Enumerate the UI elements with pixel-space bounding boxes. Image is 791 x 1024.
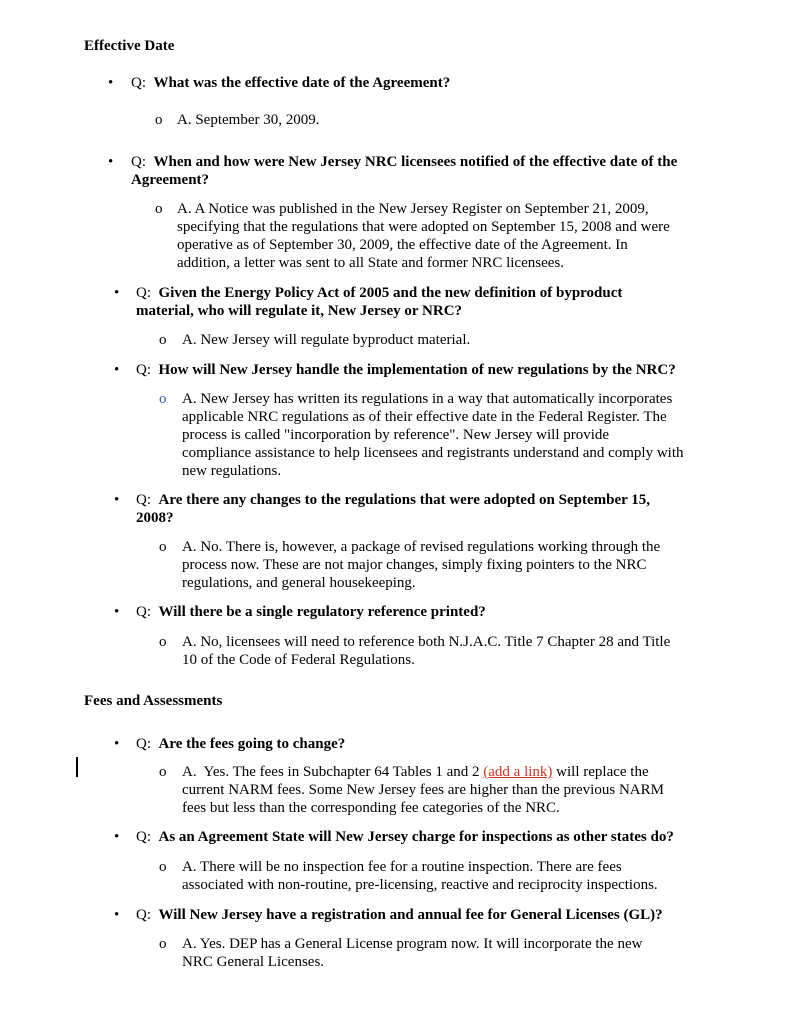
question-6 — [136, 603, 486, 621]
answer-7-line-2: current NARM fees. Some New Jersey fees are higher than the previous NARM — [182, 782, 664, 798]
question-9 — [136, 906, 663, 924]
q-prefix: Q: — [136, 285, 151, 301]
question-8 — [136, 828, 674, 846]
question-text: What was the effective date of the Agreement? — [153, 75, 451, 91]
answer-7-line-3: fees but less than the corresponding fee categories of the NRC. — [182, 800, 560, 816]
question-text: Are the fees going to change? — [158, 736, 346, 752]
bullet-icon: • — [114, 285, 120, 301]
circle-bullet-icon: o — [155, 201, 163, 217]
q-prefix: Q: — [136, 829, 151, 845]
bullet-icon: • — [114, 829, 120, 845]
bullet-icon: • — [114, 362, 120, 378]
bullet-icon: • — [114, 604, 120, 620]
circle-bullet-icon: o — [159, 764, 167, 780]
circle-bullet-icon: o — [159, 936, 167, 952]
circle-bullet-icon: o — [159, 859, 167, 875]
question-2-line-2: Agreement? — [131, 172, 210, 188]
answer-6-line-1: A. No, licensees will need to reference both N.J.A.C. Title 7 Chapter 28 and Title — [182, 634, 671, 650]
answer-5-line-3: regulations, and general housekeeping. — [182, 575, 416, 591]
revision-change-bar — [76, 757, 78, 777]
question-text: Will there be a single regulatory reference printed? — [158, 604, 486, 620]
answer-4-line-1: A. New Jersey has written its regulations in a way that automatically incorporates — [182, 391, 673, 407]
section-heading-fees-and-assessments: Fees and Assessments — [84, 693, 223, 709]
circle-bullet-icon: o — [159, 391, 167, 407]
answer-1: A. September 30, 2009. — [177, 112, 320, 128]
answer-9-line-1: A. Yes. DEP has a General License program now. It will incorporate the new — [182, 936, 643, 952]
answer-8-line-1: A. There will be no inspection fee for a routine inspection. There are fees — [182, 859, 622, 875]
q-prefix: Q: — [131, 154, 146, 170]
answer-4-line-4: compliance assistance to help licensees and registrants understand and comply with — [182, 445, 684, 461]
question-text: Given the Energy Policy Act of 2005 and the new definition of byproduct — [158, 285, 623, 301]
q-prefix: Q: — [136, 907, 151, 923]
add-a-link[interactable]: (add a link) — [483, 764, 553, 780]
circle-bullet-icon: o — [159, 634, 167, 650]
circle-bullet-icon: o — [159, 539, 167, 555]
q-prefix: Q: — [136, 736, 151, 752]
question-5-line-2: 2008? — [136, 510, 174, 526]
answer-2-line-3: operative as of September 30, 2009, the effective date of the Agreement. In — [177, 237, 628, 253]
answer-6-line-2: 10 of the Code of Federal Regulations. — [182, 652, 415, 668]
question-3-line-2: material, who will regulate it, New Jersey or NRC? — [136, 303, 463, 319]
q-prefix: Q: — [136, 492, 151, 508]
question-3 — [136, 284, 622, 302]
question-1 — [131, 74, 450, 92]
bullet-icon: • — [108, 75, 114, 91]
question-text: Are there any changes to the regulations that were adopted on September 15, — [158, 492, 650, 508]
question-7 — [136, 735, 345, 753]
answer-2-line-4: addition, a letter was sent to all State and former NRC licensees. — [177, 255, 564, 271]
answer-9-line-2: NRC General Licenses. — [182, 954, 325, 970]
answer-2-line-1: A. A Notice was published in the New Jersey Register on September 21, 2009, — [177, 201, 649, 217]
question-text: As an Agreement State will New Jersey charge for inspections as other states do? — [158, 829, 674, 845]
answer-2-line-2: specifying that the regulations that were adopted on September 15, 2008 and were — [177, 219, 670, 235]
bullet-icon: • — [114, 907, 120, 923]
q-prefix: Q: — [136, 604, 151, 620]
q-prefix: Q: — [131, 75, 146, 91]
answer-text: A. Yes. The fees in Subchapter 64 Tables 1 and 2 — [182, 764, 484, 780]
q-prefix: Q: — [136, 362, 151, 378]
answer-3: A. New Jersey will regulate byproduct material. — [182, 332, 471, 348]
answer-4-line-2: applicable NRC regulations as of their effective date in the Federal Register. The — [182, 409, 667, 425]
bullet-icon: • — [108, 154, 114, 170]
question-text: How will New Jersey handle the implementation of new regulations by the NRC? — [158, 362, 676, 378]
bullet-icon: • — [114, 736, 120, 752]
answer-text: will replace the — [552, 764, 649, 780]
question-5 — [136, 491, 650, 509]
answer-8-line-2: associated with non-routine, pre-licensing, reactive and reciprocity inspections. — [182, 877, 658, 893]
answer-5-line-2: process now. These are not major changes, simply fixing pointers to the NRC — [182, 557, 647, 573]
answer-4-line-3: process is called "incorporation by reference". New Jersey will provide — [182, 427, 610, 443]
question-text: Will New Jersey have a registration and annual fee for General Licenses (GL)? — [158, 907, 663, 923]
circle-bullet-icon: o — [155, 112, 163, 128]
question-text: When and how were New Jersey NRC licensees notified of the effective date of the — [153, 154, 678, 170]
bullet-icon: • — [114, 492, 120, 508]
section-heading-effective-date: Effective Date — [84, 38, 175, 54]
answer-4-line-5: new regulations. — [182, 463, 282, 479]
circle-bullet-icon: o — [159, 332, 167, 348]
answer-7-line-1 — [182, 763, 649, 781]
answer-5-line-1: A. No. There is, however, a package of revised regulations working through the — [182, 539, 661, 555]
question-2 — [131, 153, 677, 171]
question-4 — [136, 361, 676, 379]
